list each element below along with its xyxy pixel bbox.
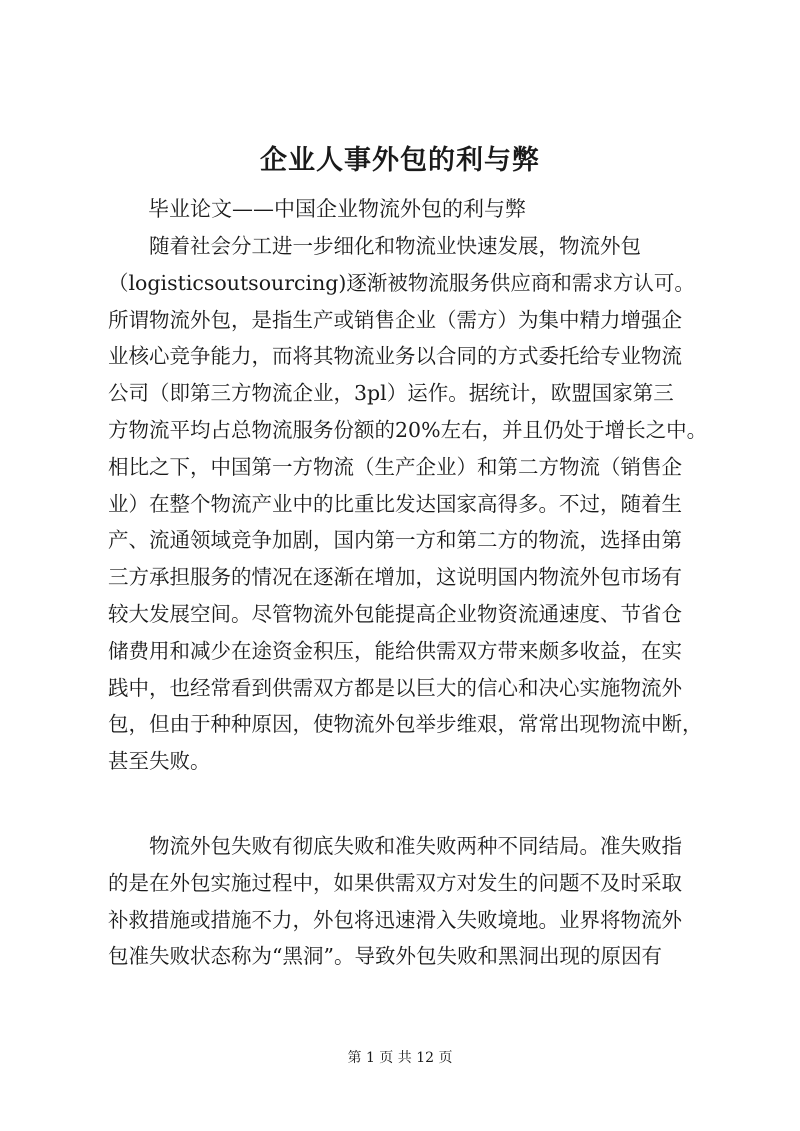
- page-number-footer: 第 1 页 共 12 页: [347, 1050, 453, 1066]
- document-title: 企业人事外包的利与弊: [260, 145, 540, 176]
- paragraph-line: 所谓物流外包，是指生产或销售企业（需方）为集中精力增强企: [108, 307, 682, 332]
- paragraph-line: 三方承担服务的情况在逐渐在增加，这说明国内物流外包市场有: [108, 565, 682, 590]
- paragraph-line: 的是在外包实施过程中，如果供需双方对发生的问题不及时采取: [108, 870, 682, 895]
- paragraph-line: 随着社会分工进一步细化和物流业快速发展，物流外包: [149, 234, 641, 258]
- paragraph-line: 产、流通领域竞争加剧，国内第一方和第二方的物流，选择由第: [108, 528, 682, 553]
- paragraph-line: 业核心竞争能力，而将其物流业务以合同的方式委托给专业物流: [108, 344, 682, 369]
- paragraph-line: 物流外包失败有彻底失败和准失败两种不同结局。准失败指: [149, 834, 682, 858]
- paragraph-line: 包准失败状态称为“黑洞”。导致外包失败和黑洞出现的原因有: [108, 944, 662, 969]
- paragraph-line: 补救措施或措施不力，外包将迅速滑入失败境地。业界将物流外: [108, 907, 682, 932]
- body-paragraph-1: [108, 228, 708, 780]
- paragraph-line: （logisticsoutsourcing)逐渐被物流服务供应商和需求方认可。: [108, 270, 695, 295]
- paragraph-line: 较大发展空间。尽管物流外包能提高企业物资流通速度、节省仓: [108, 601, 682, 626]
- body-paragraph-2: [108, 828, 708, 975]
- paragraph-line: 储费用和减少在途资金积压，能给供需双方带来颇多收益，在实: [108, 638, 682, 663]
- paragraph-line: 业）在整个物流产业中的比重比发达国家高得多。不过，随着生: [108, 491, 682, 516]
- paragraph-line: 包，但由于种种原因，使物流外包举步维艰，常常出现物流中断，: [108, 712, 703, 737]
- document-subtitle: 毕业论文——中国企业物流外包的利与弊: [148, 197, 526, 221]
- paragraph-line: 践中，也经常看到供需双方都是以巨大的信心和决心实施物流外: [108, 675, 682, 700]
- paragraph-line: 方物流平均占总物流服务份额的20%左右，并且仍处于增长之中。: [108, 417, 708, 442]
- paragraph-line: 公司（即第三方物流企业，3pl）运作。据统计，欧盟国家第三: [108, 381, 674, 406]
- paragraph-line: 甚至失败。: [108, 749, 211, 774]
- paragraph-line: 相比之下，中国第一方物流（生产企业）和第二方物流（销售企: [108, 454, 682, 479]
